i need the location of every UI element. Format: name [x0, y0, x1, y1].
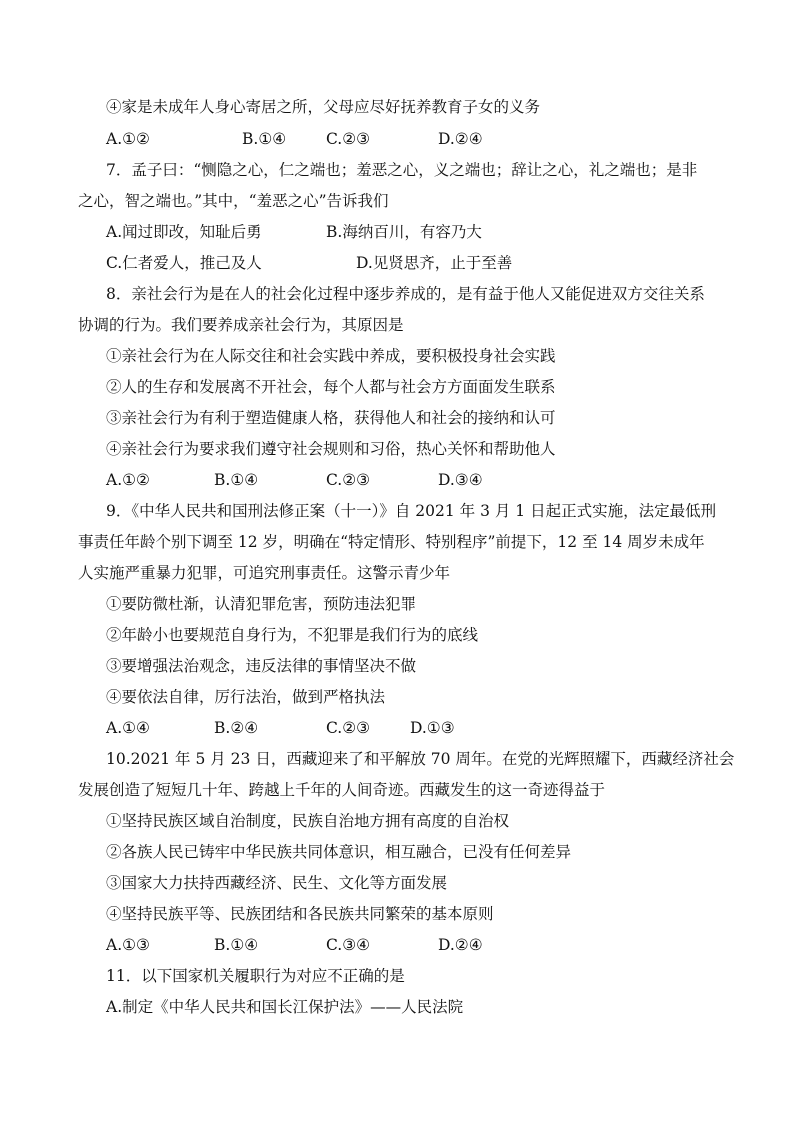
q9-option-d: D.①③	[410, 719, 455, 737]
q8-option-a: A.①②	[106, 471, 150, 489]
q8-stem-line-2: 协调的行为。我们要养成亲社会行为，其原因是	[78, 316, 404, 334]
q8-option-d: D.③④	[438, 471, 483, 489]
q10-option-b: B.①④	[214, 936, 259, 954]
q7-stem-line-2: 之心，智之端也。”其中，“羞恶之心”告诉我们	[78, 192, 389, 210]
q8-option-c: C.②③	[326, 471, 371, 489]
q9-option-b: B.②④	[214, 719, 259, 737]
q10-item-3: ③国家大力扶持西藏经济、民生、文化等方面发展	[106, 874, 448, 892]
q10-option-d: D.②④	[438, 936, 483, 954]
q11-stem: 11．以下国家机关履职行为对应不正确的是	[106, 967, 405, 985]
q8-item-4: ④亲社会行为要求我们遵守社会规则和习俗，热心关怀和帮助他人	[106, 440, 556, 458]
q7-option-d: D.见贤思齐，止于至善	[356, 254, 513, 272]
q9-item-4: ④要依法自律，厉行法治，做到严格执法	[106, 688, 386, 706]
q6-option-c: C.②③	[326, 130, 371, 148]
q8-stem-line-1: 8．亲社会行为是在人的社会化过程中逐步养成的，是有益于他人又能促进双方交往关系	[106, 285, 705, 303]
q6-option-a: A.①②	[106, 130, 150, 148]
q6-option-b: B.①④	[242, 130, 287, 148]
q10-option-c: C.③④	[326, 936, 371, 954]
q9-stem-line-2: 事责任年龄个别下调至 12 岁，明确在“特定情形、特别程序”前提下，12 至 14 周岁未成年	[78, 533, 705, 551]
q8-item-1: ①亲社会行为在人际交往和社会实践中养成，要积极投身社会实践	[106, 347, 556, 365]
q7-stem-line-1: 7．孟子曰：“恻隐之心，仁之端也；羞恶之心，义之端也；辞让之心，礼之端也；是非	[106, 161, 698, 179]
q7-option-a: A.闻过即改，知耻后勇	[106, 223, 262, 241]
q10-stem-line-2: 发展创造了短短几十年、跨越上千年的人间奇迹。西藏发生的这一奇迹得益于	[78, 781, 606, 799]
q9-stem-line-3: 人实施严重暴力犯罪，可追究刑事责任。这警示青少年	[78, 564, 451, 582]
q6-item-4: ④家是未成年人身心寄居之所，父母应尽好抚养教育子女的义务	[106, 98, 541, 116]
q8-item-2: ②人的生存和发展离不开社会，每个人都与社会方方面面发生联系	[106, 378, 556, 396]
q8-item-3: ③亲社会行为有利于塑造健康人格，获得他人和社会的接纳和认可	[106, 409, 556, 427]
q10-item-1: ①坚持民族区域自治制度，民族自治地方拥有高度的自治权	[106, 812, 510, 830]
q10-item-2: ②各族人民已铸牢中华民族共同体意识，相互融合，已没有任何差异	[106, 843, 572, 861]
q9-stem-line-1: 9．《中华人民共和国刑法修正案（十一）》自 2021 年 3 月 1 日起正式实施，法定最低刑	[106, 502, 717, 520]
q9-option-a: A.①④	[106, 719, 150, 737]
q9-item-3: ③要增强法治观念，违反法律的事情坚决不做	[106, 657, 417, 675]
q8-option-b: B.①④	[214, 471, 259, 489]
q10-item-4: ④坚持民族平等、民族团结和各民族共同繁荣的基本原则	[106, 905, 494, 923]
q6-option-d: D.②④	[438, 130, 483, 148]
q11-option-a: A.制定《中华人民共和国长江保护法》——人民法院	[106, 998, 464, 1016]
q9-option-c: C.②③	[326, 719, 371, 737]
q7-option-c: C.仁者爱人，推己及人	[106, 254, 262, 272]
q10-option-a: A.①③	[106, 936, 150, 954]
q9-item-2: ②年龄小也要规范自身行为，不犯罪是我们行为的底线	[106, 626, 479, 644]
q7-option-b: B.海纳百川，有容乃大	[326, 223, 482, 241]
q10-stem-line-1: 10.2021 年 5 月 23 日，西藏迎来了和平解放 70 周年。在党的光辉照耀下，西藏经济社会	[106, 750, 735, 768]
q9-item-1: ①要防微杜渐，认清犯罪危害，预防违法犯罪	[106, 595, 417, 613]
